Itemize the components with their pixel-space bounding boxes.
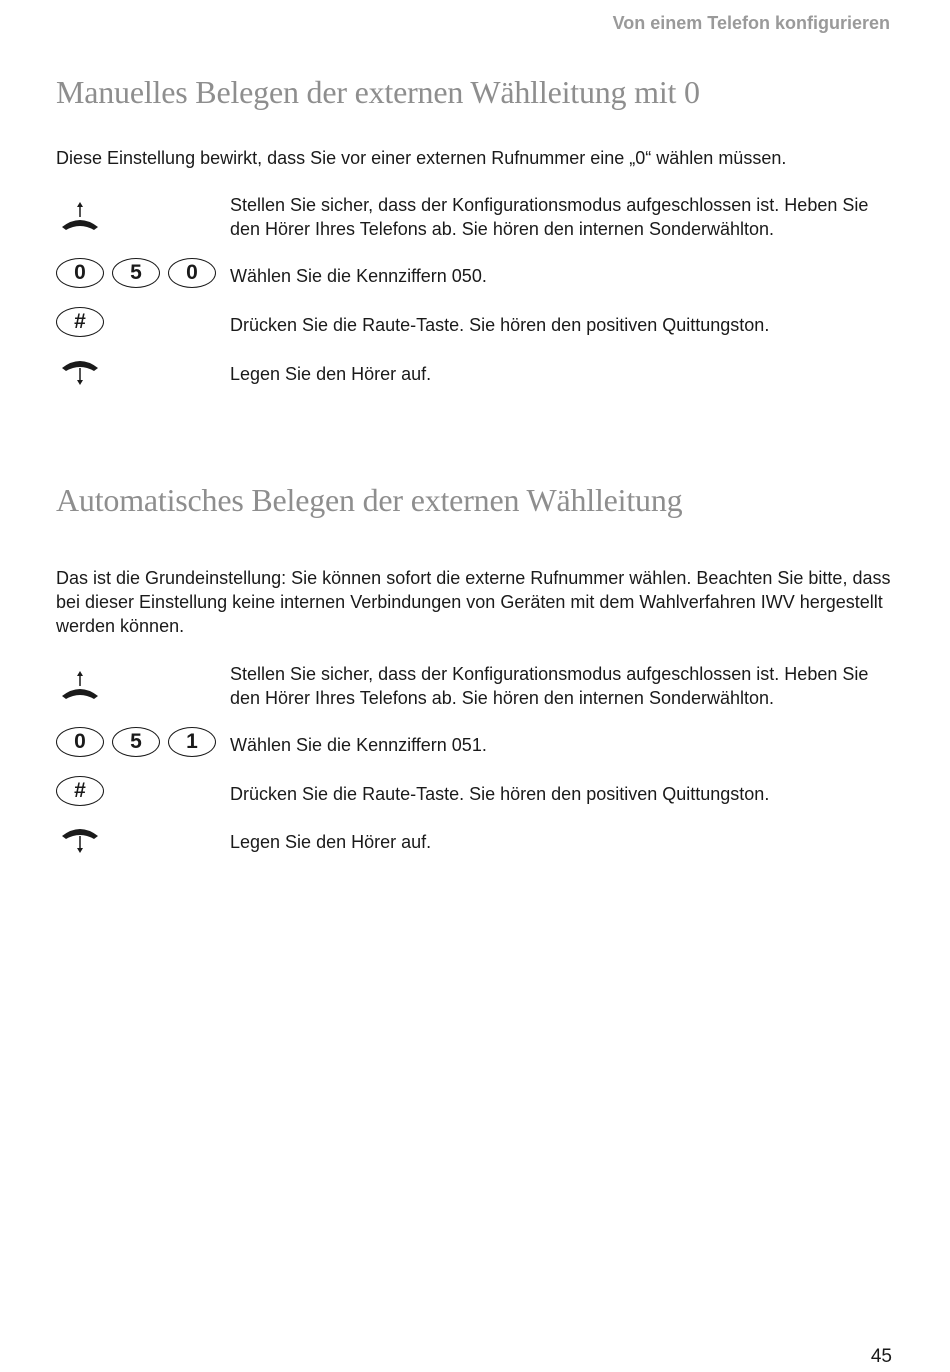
key-5: 5 xyxy=(112,727,160,757)
step-text: Wählen Sie die Kennziffern 051. xyxy=(230,735,487,755)
key-hash: # xyxy=(56,776,104,806)
handset-lift-icon xyxy=(56,668,104,709)
key-hash: # xyxy=(56,307,104,337)
keypad-keys xyxy=(56,727,216,757)
step-hash-key xyxy=(56,307,896,355)
handset-hangup-icon xyxy=(56,826,104,867)
hash-key-icon xyxy=(56,776,104,806)
section-title: Manuelles Belegen der externen Wählleitung mit 0 xyxy=(56,74,700,110)
step-hang-up xyxy=(56,356,896,404)
running-head: Von einem Telefon konfigurieren xyxy=(612,13,890,33)
step-text: Legen Sie den Hörer auf. xyxy=(230,832,432,852)
section-intro: Das ist die Grundeinstellung: Sie können sofort die externe Rufnummer wählen. Beachten Sie bitte, dass bei dieser Einstellung keine internen Verbindungen von Geräten mit dem Wahlverfahren IWV hergestellt werden können. xyxy=(56,568,891,636)
step-text: Wählen Sie die Kennziffern 050. xyxy=(230,266,487,286)
step-lift-handset xyxy=(56,662,896,710)
key-1: 1 xyxy=(168,727,216,757)
step-text: Drücken Sie die Raute-Taste. Sie hören den positiven Quittungston. xyxy=(230,784,770,804)
key-0: 0 xyxy=(168,258,216,288)
step-text: Drücken Sie die Raute-Taste. Sie hören den positiven Quittungston. xyxy=(230,315,770,335)
handset-lift-icon xyxy=(56,199,104,240)
hash-key-icon xyxy=(56,307,104,337)
page-number: 45 xyxy=(870,1346,892,1367)
step-text: Stellen Sie sicher, dass der Konfigurationsmodus aufgeschlossen ist. Heben Sie den Hörer Ihres Telefons ab. Sie hören den internen Sonderwählton. xyxy=(230,195,869,239)
step-lift-handset xyxy=(56,193,896,241)
step-dial-code xyxy=(56,258,896,306)
step-text: Legen Sie den Hörer auf. xyxy=(230,364,432,384)
keypad-keys xyxy=(56,258,216,288)
step-hash-key xyxy=(56,776,896,824)
step-text: Stellen Sie sicher, dass der Konfigurationsmodus aufgeschlossen ist. Heben Sie den Hörer Ihres Telefons ab. Sie hören den internen Sonderwählton. xyxy=(230,664,869,708)
key-5: 5 xyxy=(112,258,160,288)
handset-hangup-icon xyxy=(56,358,104,399)
section-intro: Diese Einstellung bewirkt, dass Sie vor einer externen Rufnummer eine „0“ wählen müssen. xyxy=(56,148,787,168)
section-title: Automatisches Belegen der externen Wählleitung xyxy=(56,482,683,518)
key-0: 0 xyxy=(56,727,104,757)
step-dial-code xyxy=(56,727,896,775)
key-0: 0 xyxy=(56,258,104,288)
step-hang-up xyxy=(56,824,896,872)
